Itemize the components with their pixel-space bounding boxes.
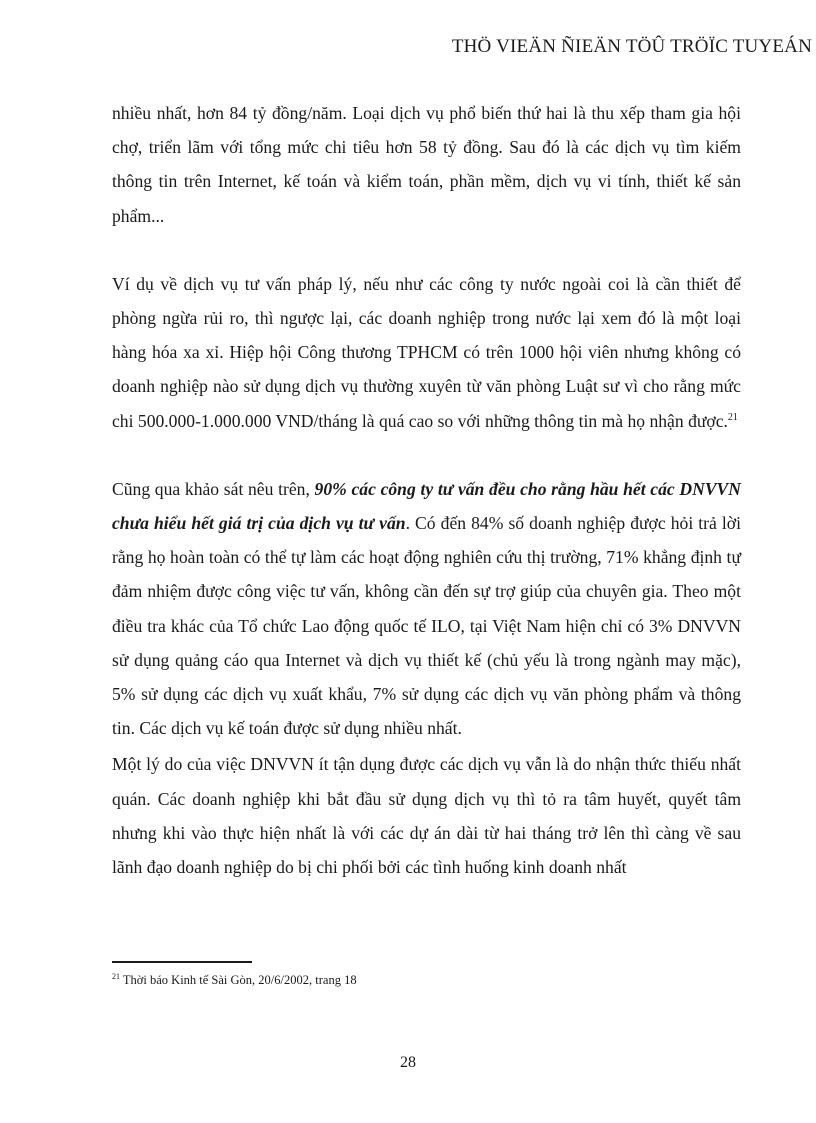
footnote-reference[interactable]: 21 [727, 411, 738, 423]
paragraph-1: nhiều nhất, hơn 84 tỷ đồng/năm. Loại dịch vụ phổ biến thứ hai là thu xếp tham gia hội chợ, triển lãm với tổng mức chi tiêu hơn 58 tỷ đồng. Sau đó là các dịch vụ tìm kiếm thông tin trên Internet, kế toán và kiểm toán, phần mềm, dịch vụ vi tính, thiết kế sản phẩm... [112, 103, 741, 226]
footnote-separator [112, 961, 252, 963]
footnote-number: 21 [112, 971, 120, 981]
paragraph-3-rest: . Có đến 84% số doanh nghiệp được hỏi trả lời rằng họ hoàn toàn có thể tự làm các hoạt động nghiên cứu thị trường, 71% khẳng định tự đảm nhiệm được công việc tư vấn, không cần đến sự trợ giúp của chuyên gia. Theo một điều tra khác của Tổ chức Lao động quốc tế ILO, tại Việt Nam hiện chỉ có 3% DNVVN sử dụng quảng cáo qua Internet và dịch vụ thiết kế (chủ yếu là trong ngành may mặc), 5% sử dụng các dịch vụ xuất khẩu, 7% sử dụng các dịch vụ văn phòng phẩm và thông tin. Các dịch vụ kế toán được sử dụng nhiều nhất. [112, 513, 741, 739]
paragraph-3-emphasis: 90% các công ty tư vấn đều cho rằng hầu hết các DNVVN chưa hiểu hết giá trị của dịch vụ tư vấn [112, 478, 741, 534]
paragraph-4: Một lý do của việc DNVVN ít tận dụng được các dịch vụ vẫn là do nhận thức thiếu nhất quán. Các doanh nghiệp khi bắt đầu sử dụng dịch vụ thì tỏ ra tâm huyết, quyết tâm nhưng khi vào thực hiện nhất là với các dự án dài từ hai tháng trở lên thì càng về sau lãnh đạo doanh nghiệp do bị chi phối bởi các tình huống kinh doanh nhất [112, 754, 741, 878]
paragraph-2 [112, 267, 741, 438]
page-body [112, 96, 741, 884]
footnote-text: Thời báo Kinh tế Sài Gòn, 20/6/2002, trang 18 [120, 973, 357, 987]
running-header: THÖ VIEÄN ÑIEÄN TÖÛ TRÖÏC TUYEÁN [451, 36, 812, 57]
footnote [112, 972, 357, 988]
paragraph-3-lead: Cũng qua khảo sát nêu trên, [112, 478, 315, 499]
paragraph-3 [112, 472, 741, 746]
paragraph-2-text: Ví dụ về dịch vụ tư vấn pháp lý, nếu như các công ty nước ngoài coi là cần thiết để phòng ngừa rủi ro, thì ngược lại, các doanh nghiệp trong nước lại xem đó là một loại hàng hóa xa xỉ. Hiệp hội Công thương TPHCM có trên 1000 hội viên nhưng không có doanh nghiệp nào sử dụng dịch vụ thường xuyên từ văn phòng Luật sư vì cho rằng mức chi 500.000-1.000.000 VND/tháng là quá cao so với những thông tin mà họ nhận được. [112, 273, 741, 431]
page-number: 28 [400, 1054, 416, 1071]
